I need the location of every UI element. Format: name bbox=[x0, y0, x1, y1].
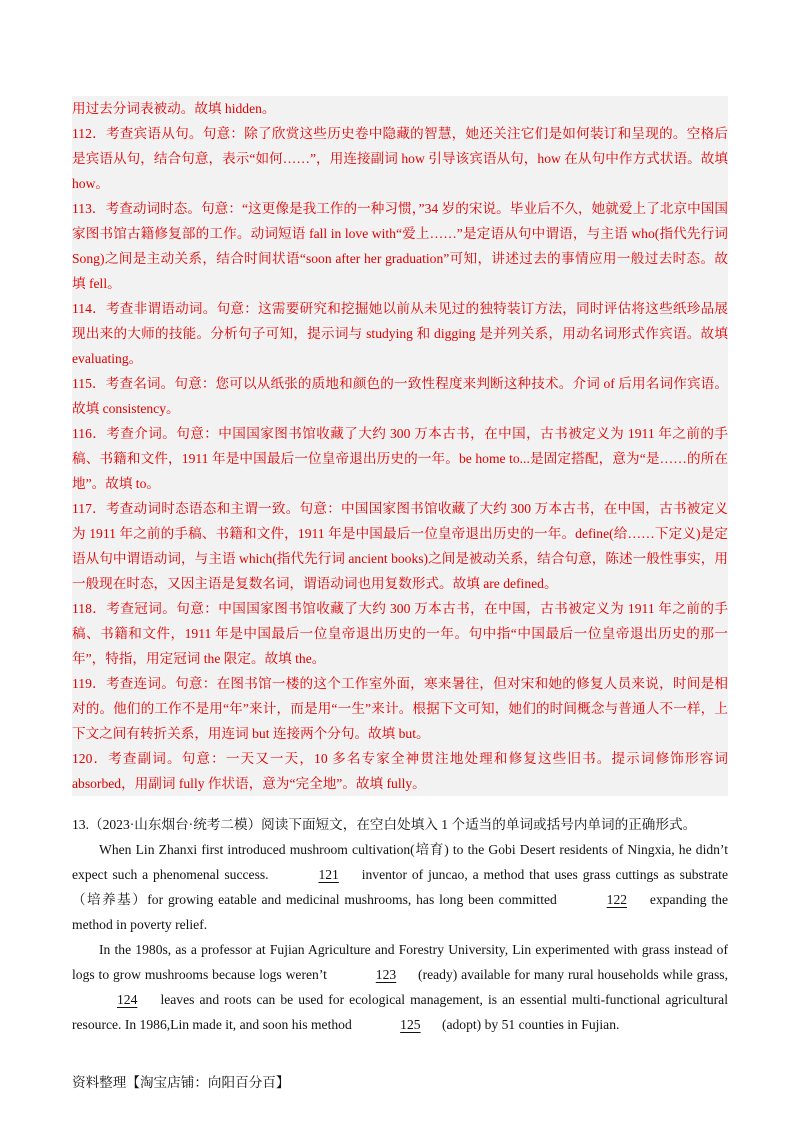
passage-text: leaves and roots can be used for ecological management, is an essential multi-functional agricultural resource. In 1986,Lin made it, and soon his method bbox=[72, 992, 728, 1032]
answer-118: 118．考查冠词。句意：中国国家图书馆收藏了大约 300 万本古书，在中国，古书被定义为 1911 年之前的手稿、书籍和文件，1911 年是中国最后一位皇帝退出历史的一年。句中指“中国最后一位皇帝退出历史的那一年”，特指，用定冠词 the 限定。故填 the。 bbox=[72, 601, 728, 666]
passage-paragraph-2 bbox=[72, 937, 728, 1037]
passage-text: When Lin Zhanxi first introduced mushroom cultivation(培育) to the Gobi Desert residents of Ningxia, he didn’t expect such a phenomenal success. bbox=[72, 842, 728, 882]
passage-text: inventor of juncao, a method that uses grass cuttings as substrate（培养基）for growing eatable and medicinal mushrooms, has long been committed bbox=[72, 867, 728, 907]
passage-paragraph-1 bbox=[72, 837, 728, 937]
blank-125[interactable]: 125 bbox=[400, 1017, 421, 1032]
blank-121[interactable]: 121 bbox=[318, 867, 339, 882]
passage-text: (adopt) by 51 counties in Fujian. bbox=[438, 1017, 620, 1032]
answer-111-tail: 用过去分词表被动。故填 hidden。 bbox=[72, 101, 276, 116]
answer-116: 116．考查介词。句意：中国国家图书馆收藏了大约 300 万本古书，在中国，古书被定义为 1911 年之前的手稿、书籍和文件，1911 年是中国最后一位皇帝退出历史的一年。be home to...是固定搭配，意为“是……的所在地”。故填 to。 bbox=[72, 426, 728, 491]
answer-112: 112．考查宾语从句。句意：除了欣赏这些历史卷中隐藏的智慧，她还关注它们是如何装订和呈现的。空格后是宾语从句，结合句意，表示“如何……”，用连接副词 how 引导该宾语从句，how 在从句中作方式状语。故填 how。 bbox=[72, 126, 728, 191]
answer-115: 115．考查名词。句意：您可以从纸张的质地和颜色的一致性程度来判断这种技术。介词 of 后用名词作宾语。故填 consistency。 bbox=[72, 376, 728, 416]
question-heading: 13.（2023·山东烟台·统考二模）阅读下面短文，在空白处填入 1 个适当的单词或括号内单词的正确形式。 bbox=[72, 817, 697, 832]
blank-124[interactable]: 124 bbox=[117, 992, 138, 1007]
page-footer: 资料整理【淘宝店铺：向阳百分百】 bbox=[72, 1075, 290, 1090]
answer-120: 120．考查副词。句意：一天又一天，10 多名专家全神贯注地处理和修复这些旧书。提示词修饰形容词 absorbed，用副词 fully 作状语，意为“完全地”。故填 fully。 bbox=[72, 751, 728, 791]
question-13 bbox=[72, 812, 728, 1037]
answer-117: 117．考查动词时态语态和主谓一致。句意：中国国家图书馆收藏了大约 300 万本古书，在中国，古书被定义为 1911 年之前的手稿、书籍和文件，1911 年是中国最后一位皇帝退出历史的一年。define(给……下定义)是定语从句中谓语动词，与主语 which(指代先行词 ancient books)之间是被动关系，结合句意，陈述一般性事实，用一般现在时态，又因主语是复数名词，谓语动词也用复数形式。故填 are defined。 bbox=[72, 501, 728, 591]
passage-text: (ready) available for many rural households while grass, bbox=[414, 967, 728, 982]
answer-114: 114．考查非谓语动词。句意：这需要研究和挖掘她以前从未见过的独特装订方法，同时评估将这些纸珍品展现出来的大师的技能。分析句子可知，提示词与 studying 和 digging 是并列关系，用动名词形式作宾语。故填 evaluating。 bbox=[72, 301, 728, 366]
passage-text: expanding the method in poverty relief. bbox=[72, 892, 729, 932]
answer-explanations bbox=[72, 96, 728, 796]
blank-122[interactable]: 122 bbox=[606, 892, 628, 907]
answer-113: 113．考查动词时态。句意：“这更像是我工作的一种习惯，”34 岁的宋说。毕业后不久，她就爱上了北京中国国家图书馆古籍修复部的工作。动词短语 fall in love with“爱上……”是定语从句中谓语，与主语 who(指代先行词 Song)之间是主动关系，结合时间状语“soon after her graduation”可知，讲述过去的事情应用一般过去时态。故填 fell。 bbox=[72, 201, 728, 291]
answer-119: 119．考查连词。句意：在图书馆一楼的这个工作室外面，寒来暑往，但对宋和她的修复人员来说，时间是相对的。他们的工作不是用“年”来计，而是用“一生”来计。根据下文可知，她们的时间概念与普通人不一样，上下文之间有转折关系，用连词 but 连接两个分句。故填 but。 bbox=[72, 676, 728, 741]
blank-123[interactable]: 123 bbox=[375, 967, 397, 982]
passage-text: In the 1980s, as a professor at Fujian Agriculture and Forestry University, Lin experimented with grass instead of logs to grow mushrooms because logs weren’t bbox=[72, 942, 728, 982]
